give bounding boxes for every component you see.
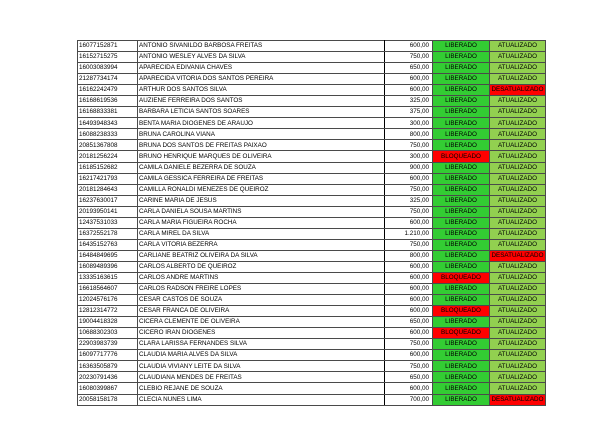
name-cell[interactable]: CARLOS RADSON FREIRE LOPES (138, 284, 385, 295)
update-cell[interactable]: ATUALIZADO (490, 272, 546, 283)
name-cell[interactable]: ARTHUR DOS SANTOS SILVA (138, 85, 385, 96)
name-cell[interactable]: CARLA VITORIA BEZERRA (138, 239, 385, 250)
status-cell[interactable]: LIBERADO (433, 206, 490, 217)
table-row (78, 217, 546, 228)
table-row (78, 85, 546, 96)
value-cell[interactable]: 325,00 (385, 96, 433, 107)
name-cell[interactable]: APARECIDA EDIVANIA CHAVES (138, 63, 385, 74)
status-cell[interactable]: LIBERADO (433, 96, 490, 107)
status-cell[interactable]: LIBERADO (433, 118, 490, 129)
id-cell[interactable]: 16435152763 (78, 239, 138, 250)
value-cell[interactable]: 700,00 (385, 394, 433, 405)
id-cell[interactable]: 20058158178 (78, 394, 138, 405)
value-cell[interactable]: 750,00 (385, 339, 433, 350)
name-cell[interactable]: CESAR FRANCA DE OLIVEIRA (138, 306, 385, 317)
name-cell[interactable]: AUZIENE FERREIRA DOS SANTOS (138, 96, 385, 107)
value-cell[interactable]: 750,00 (385, 52, 433, 63)
table-row (78, 339, 546, 350)
status-cell[interactable]: BLOQUEADO (433, 328, 490, 339)
status-cell[interactable]: LIBERADO (433, 195, 490, 206)
name-cell[interactable]: BARBARA LETICIA SANTOS SOARES (138, 107, 385, 118)
id-cell[interactable]: 20851367808 (78, 140, 138, 151)
name-cell[interactable]: CAMILA GESSICA FERREIRA DE FREITAS (138, 173, 385, 184)
id-cell[interactable]: 22903983739 (78, 339, 138, 350)
table-row (78, 295, 546, 306)
id-cell[interactable]: 20193950141 (78, 206, 138, 217)
id-cell[interactable]: 16168619536 (78, 96, 138, 107)
value-cell[interactable]: 600,00 (385, 41, 433, 52)
table-row (78, 151, 546, 162)
update-cell[interactable]: ATUALIZADO (490, 317, 546, 328)
update-cell[interactable]: ATUALIZADO (490, 206, 546, 217)
name-cell[interactable]: CARLA MIREL DA SILVA (138, 228, 385, 239)
value-cell[interactable]: 600,00 (385, 173, 433, 184)
id-cell[interactable]: 16484849695 (78, 250, 138, 261)
table-row (78, 140, 546, 151)
table-row (78, 129, 546, 140)
table-row (78, 52, 546, 63)
name-cell[interactable]: CLAUDIANA MENDES DE FREITAS (138, 372, 385, 383)
value-cell[interactable]: 600,00 (385, 350, 433, 361)
table-row (78, 250, 546, 261)
status-cell[interactable]: LIBERADO (433, 63, 490, 74)
value-cell[interactable]: 650,00 (385, 63, 433, 74)
id-cell[interactable]: 16237630017 (78, 195, 138, 206)
id-cell[interactable]: 20230791436 (78, 372, 138, 383)
name-cell[interactable]: CICERO IRAN DIOGENES (138, 328, 385, 339)
update-cell[interactable]: ATUALIZADO (490, 140, 546, 151)
name-cell[interactable]: CARLOS ANDRE MARTINS (138, 272, 385, 283)
value-cell[interactable]: 325,00 (385, 195, 433, 206)
update-cell[interactable]: ATUALIZADO (490, 383, 546, 394)
name-cell[interactable]: CLAUDIA MARIA ALVES DA SILVA (138, 350, 385, 361)
spreadsheet (77, 40, 544, 406)
name-cell[interactable]: CARINE MARIA DE JESUS (138, 195, 385, 206)
value-cell[interactable]: 300,00 (385, 151, 433, 162)
id-cell[interactable]: 16618564607 (78, 284, 138, 295)
name-cell[interactable]: CAMILLA RONALDI MENEZES DE QUEIROZ (138, 184, 385, 195)
status-cell[interactable]: LIBERADO (433, 228, 490, 239)
name-cell[interactable]: BRUNO HENRIQUE MARQUES DE OLIVEIRA (138, 151, 385, 162)
id-cell[interactable]: 10688302303 (78, 328, 138, 339)
table-row (78, 317, 546, 328)
update-cell[interactable]: ATUALIZADO (490, 217, 546, 228)
table-row (78, 206, 546, 217)
table-body (78, 41, 546, 406)
update-cell[interactable]: ATUALIZADO (490, 295, 546, 306)
id-cell[interactable]: 12812314772 (78, 306, 138, 317)
id-cell[interactable]: 19004418328 (78, 317, 138, 328)
update-cell[interactable]: DESATUALIZADO (490, 394, 546, 405)
id-cell[interactable]: 16168833381 (78, 107, 138, 118)
id-cell[interactable]: 16088238333 (78, 129, 138, 140)
name-cell[interactable]: CLAUDIA VIVIANY LEITE DA SILVA (138, 361, 385, 372)
records-table (77, 40, 546, 406)
name-cell[interactable]: CLEBIO REJANE DE SOUZA (138, 383, 385, 394)
status-cell[interactable]: LIBERADO (433, 339, 490, 350)
update-cell[interactable]: ATUALIZADO (490, 261, 546, 272)
name-cell[interactable]: CARLA MARIA FIGUEIRA ROCHA (138, 217, 385, 228)
status-cell[interactable]: LIBERADO (433, 261, 490, 272)
value-cell[interactable]: 650,00 (385, 372, 433, 383)
name-cell[interactable]: BRUNA CAROLINA VIANA (138, 129, 385, 140)
name-cell[interactable]: CESAR CASTOS DE SOUZA (138, 295, 385, 306)
update-cell[interactable]: ATUALIZADO (490, 162, 546, 173)
status-cell[interactable]: LIBERADO (433, 184, 490, 195)
value-cell[interactable]: 750,00 (385, 140, 433, 151)
name-cell[interactable]: BRUNA DOS SANTOS DE FREITAS PAIXAO (138, 140, 385, 151)
value-cell[interactable]: 750,00 (385, 206, 433, 217)
status-cell[interactable]: LIBERADO (433, 250, 490, 261)
table-row (78, 328, 546, 339)
table-row (78, 361, 546, 372)
name-cell[interactable]: CAMILA DANIELE BEZERRA DE SOUZA (138, 162, 385, 173)
update-cell[interactable]: DESATUALIZADO (490, 85, 546, 96)
status-cell[interactable]: LIBERADO (433, 41, 490, 52)
update-cell[interactable]: ATUALIZADO (490, 228, 546, 239)
table-row (78, 239, 546, 250)
name-cell[interactable]: APARECIDA VITORIA DOS SANTOS PEREIRA (138, 74, 385, 85)
id-cell[interactable]: 20181284643 (78, 184, 138, 195)
status-cell[interactable]: BLOQUEADO (433, 272, 490, 283)
update-cell[interactable]: ATUALIZADO (490, 372, 546, 383)
value-cell[interactable]: 750,00 (385, 361, 433, 372)
id-cell[interactable]: 16080399867 (78, 383, 138, 394)
value-cell[interactable]: 800,00 (385, 129, 433, 140)
table-row (78, 272, 546, 283)
status-cell[interactable]: LIBERADO (433, 383, 490, 394)
status-cell[interactable]: LIBERADO (433, 217, 490, 228)
value-cell[interactable]: 600,00 (385, 306, 433, 317)
id-cell[interactable]: 16185152682 (78, 162, 138, 173)
id-cell[interactable]: 16363505879 (78, 361, 138, 372)
value-cell[interactable]: 300,00 (385, 118, 433, 129)
value-cell[interactable]: 375,00 (385, 107, 433, 118)
status-cell[interactable]: LIBERADO (433, 162, 490, 173)
status-cell[interactable]: BLOQUEADO (433, 306, 490, 317)
update-cell[interactable]: ATUALIZADO (490, 52, 546, 63)
status-cell[interactable]: LIBERADO (433, 52, 490, 63)
value-cell[interactable]: 600,00 (385, 328, 433, 339)
name-cell[interactable]: CLARA LARISSA FERNANDES SILVA (138, 339, 385, 350)
status-cell[interactable]: LIBERADO (433, 173, 490, 184)
status-cell[interactable]: LIBERADO (433, 239, 490, 250)
value-cell[interactable]: 600,00 (385, 295, 433, 306)
status-cell[interactable]: LIBERADO (433, 107, 490, 118)
update-cell[interactable]: ATUALIZADO (490, 173, 546, 184)
status-cell[interactable]: LIBERADO (433, 295, 490, 306)
table-row (78, 394, 546, 405)
update-cell[interactable]: ATUALIZADO (490, 328, 546, 339)
table-row (78, 74, 546, 85)
update-cell[interactable]: ATUALIZADO (490, 96, 546, 107)
name-cell[interactable]: CARLIANE BEATRIZ OLIVEIRA DA SILVA (138, 250, 385, 261)
name-cell[interactable]: CICERA CLEMENTE DE OLIVEIRA (138, 317, 385, 328)
table-row (78, 173, 546, 184)
value-cell[interactable]: 600,00 (385, 284, 433, 295)
table-row (78, 107, 546, 118)
table-row (78, 372, 546, 383)
update-cell[interactable]: ATUALIZADO (490, 195, 546, 206)
id-cell[interactable]: 16372552178 (78, 228, 138, 239)
value-cell[interactable]: 900,00 (385, 162, 433, 173)
id-cell[interactable]: 16217421793 (78, 173, 138, 184)
table-row (78, 118, 546, 129)
table-row (78, 96, 546, 107)
status-cell[interactable]: LIBERADO (433, 350, 490, 361)
value-cell[interactable]: 800,00 (385, 250, 433, 261)
table-row (78, 184, 546, 195)
id-cell[interactable]: 16152715275 (78, 52, 138, 63)
status-cell[interactable]: LIBERADO (433, 129, 490, 140)
table-row (78, 306, 546, 317)
id-cell[interactable]: 16162242479 (78, 85, 138, 96)
table-row (78, 162, 546, 173)
id-cell[interactable]: 16493948343 (78, 118, 138, 129)
id-cell[interactable]: 16003083994 (78, 63, 138, 74)
id-cell[interactable]: 16097717776 (78, 350, 138, 361)
status-cell[interactable]: LIBERADO (433, 140, 490, 151)
update-cell[interactable]: ATUALIZADO (490, 129, 546, 140)
update-cell[interactable]: ATUALIZADO (490, 118, 546, 129)
value-cell[interactable]: 750,00 (385, 184, 433, 195)
id-cell[interactable]: 20181256224 (78, 151, 138, 162)
table-row (78, 41, 546, 52)
status-cell[interactable]: LIBERADO (433, 394, 490, 405)
value-cell[interactable]: 600,00 (385, 261, 433, 272)
name-cell[interactable]: CLECIA NUNES LIMA (138, 394, 385, 405)
status-cell[interactable]: LIBERADO (433, 317, 490, 328)
update-cell[interactable]: ATUALIZADO (490, 41, 546, 52)
table-row (78, 350, 546, 361)
name-cell[interactable]: CARLA DANIELA SOUSA MARTINS (138, 206, 385, 217)
update-cell[interactable]: ATUALIZADO (490, 63, 546, 74)
update-cell[interactable]: ATUALIZADO (490, 306, 546, 317)
update-cell[interactable]: ATUALIZADO (490, 74, 546, 85)
status-cell[interactable]: LIBERADO (433, 361, 490, 372)
name-cell[interactable]: CARLOS ALBERTO DE QUEIROZ (138, 261, 385, 272)
id-cell[interactable]: 13335163615 (78, 272, 138, 283)
update-cell[interactable]: ATUALIZADO (490, 107, 546, 118)
value-cell[interactable]: 1.210,00 (385, 228, 433, 239)
status-cell[interactable]: BLOQUEADO (433, 151, 490, 162)
update-cell[interactable]: ATUALIZADO (490, 350, 546, 361)
update-cell[interactable]: ATUALIZADO (490, 151, 546, 162)
value-cell[interactable]: 600,00 (385, 74, 433, 85)
name-cell[interactable]: BENTA MARIA DIOGENES DE ARAUJO (138, 118, 385, 129)
table-row (78, 63, 546, 74)
table-row (78, 195, 546, 206)
status-cell[interactable]: LIBERADO (433, 85, 490, 96)
table-row (78, 284, 546, 295)
update-cell[interactable]: ATUALIZADO (490, 339, 546, 350)
table-row (78, 228, 546, 239)
id-cell[interactable]: 12024576176 (78, 295, 138, 306)
status-cell[interactable]: LIBERADO (433, 372, 490, 383)
update-cell[interactable]: ATUALIZADO (490, 361, 546, 372)
id-cell[interactable]: 12437531033 (78, 217, 138, 228)
name-cell[interactable]: ANTONIO WESLEY ALVES DA SILVA (138, 52, 385, 63)
update-cell[interactable]: ATUALIZADO (490, 284, 546, 295)
id-cell[interactable]: 16089489396 (78, 261, 138, 272)
update-cell[interactable]: DESATUALIZADO (490, 250, 546, 261)
value-cell[interactable]: 600,00 (385, 383, 433, 394)
value-cell[interactable]: 600,00 (385, 272, 433, 283)
status-cell[interactable]: LIBERADO (433, 284, 490, 295)
update-cell[interactable]: ATUALIZADO (490, 184, 546, 195)
name-cell[interactable]: ANTONIO SIVANILDO BARBOSA FREITAS (138, 41, 385, 52)
value-cell[interactable]: 750,00 (385, 239, 433, 250)
table-row (78, 383, 546, 394)
status-cell[interactable]: LIBERADO (433, 74, 490, 85)
update-cell[interactable]: ATUALIZADO (490, 239, 546, 250)
table-row (78, 261, 546, 272)
value-cell[interactable]: 600,00 (385, 85, 433, 96)
id-cell[interactable]: 21287734174 (78, 74, 138, 85)
value-cell[interactable]: 600,00 (385, 217, 433, 228)
id-cell[interactable]: 16077152871 (78, 41, 138, 52)
value-cell[interactable]: 650,00 (385, 317, 433, 328)
